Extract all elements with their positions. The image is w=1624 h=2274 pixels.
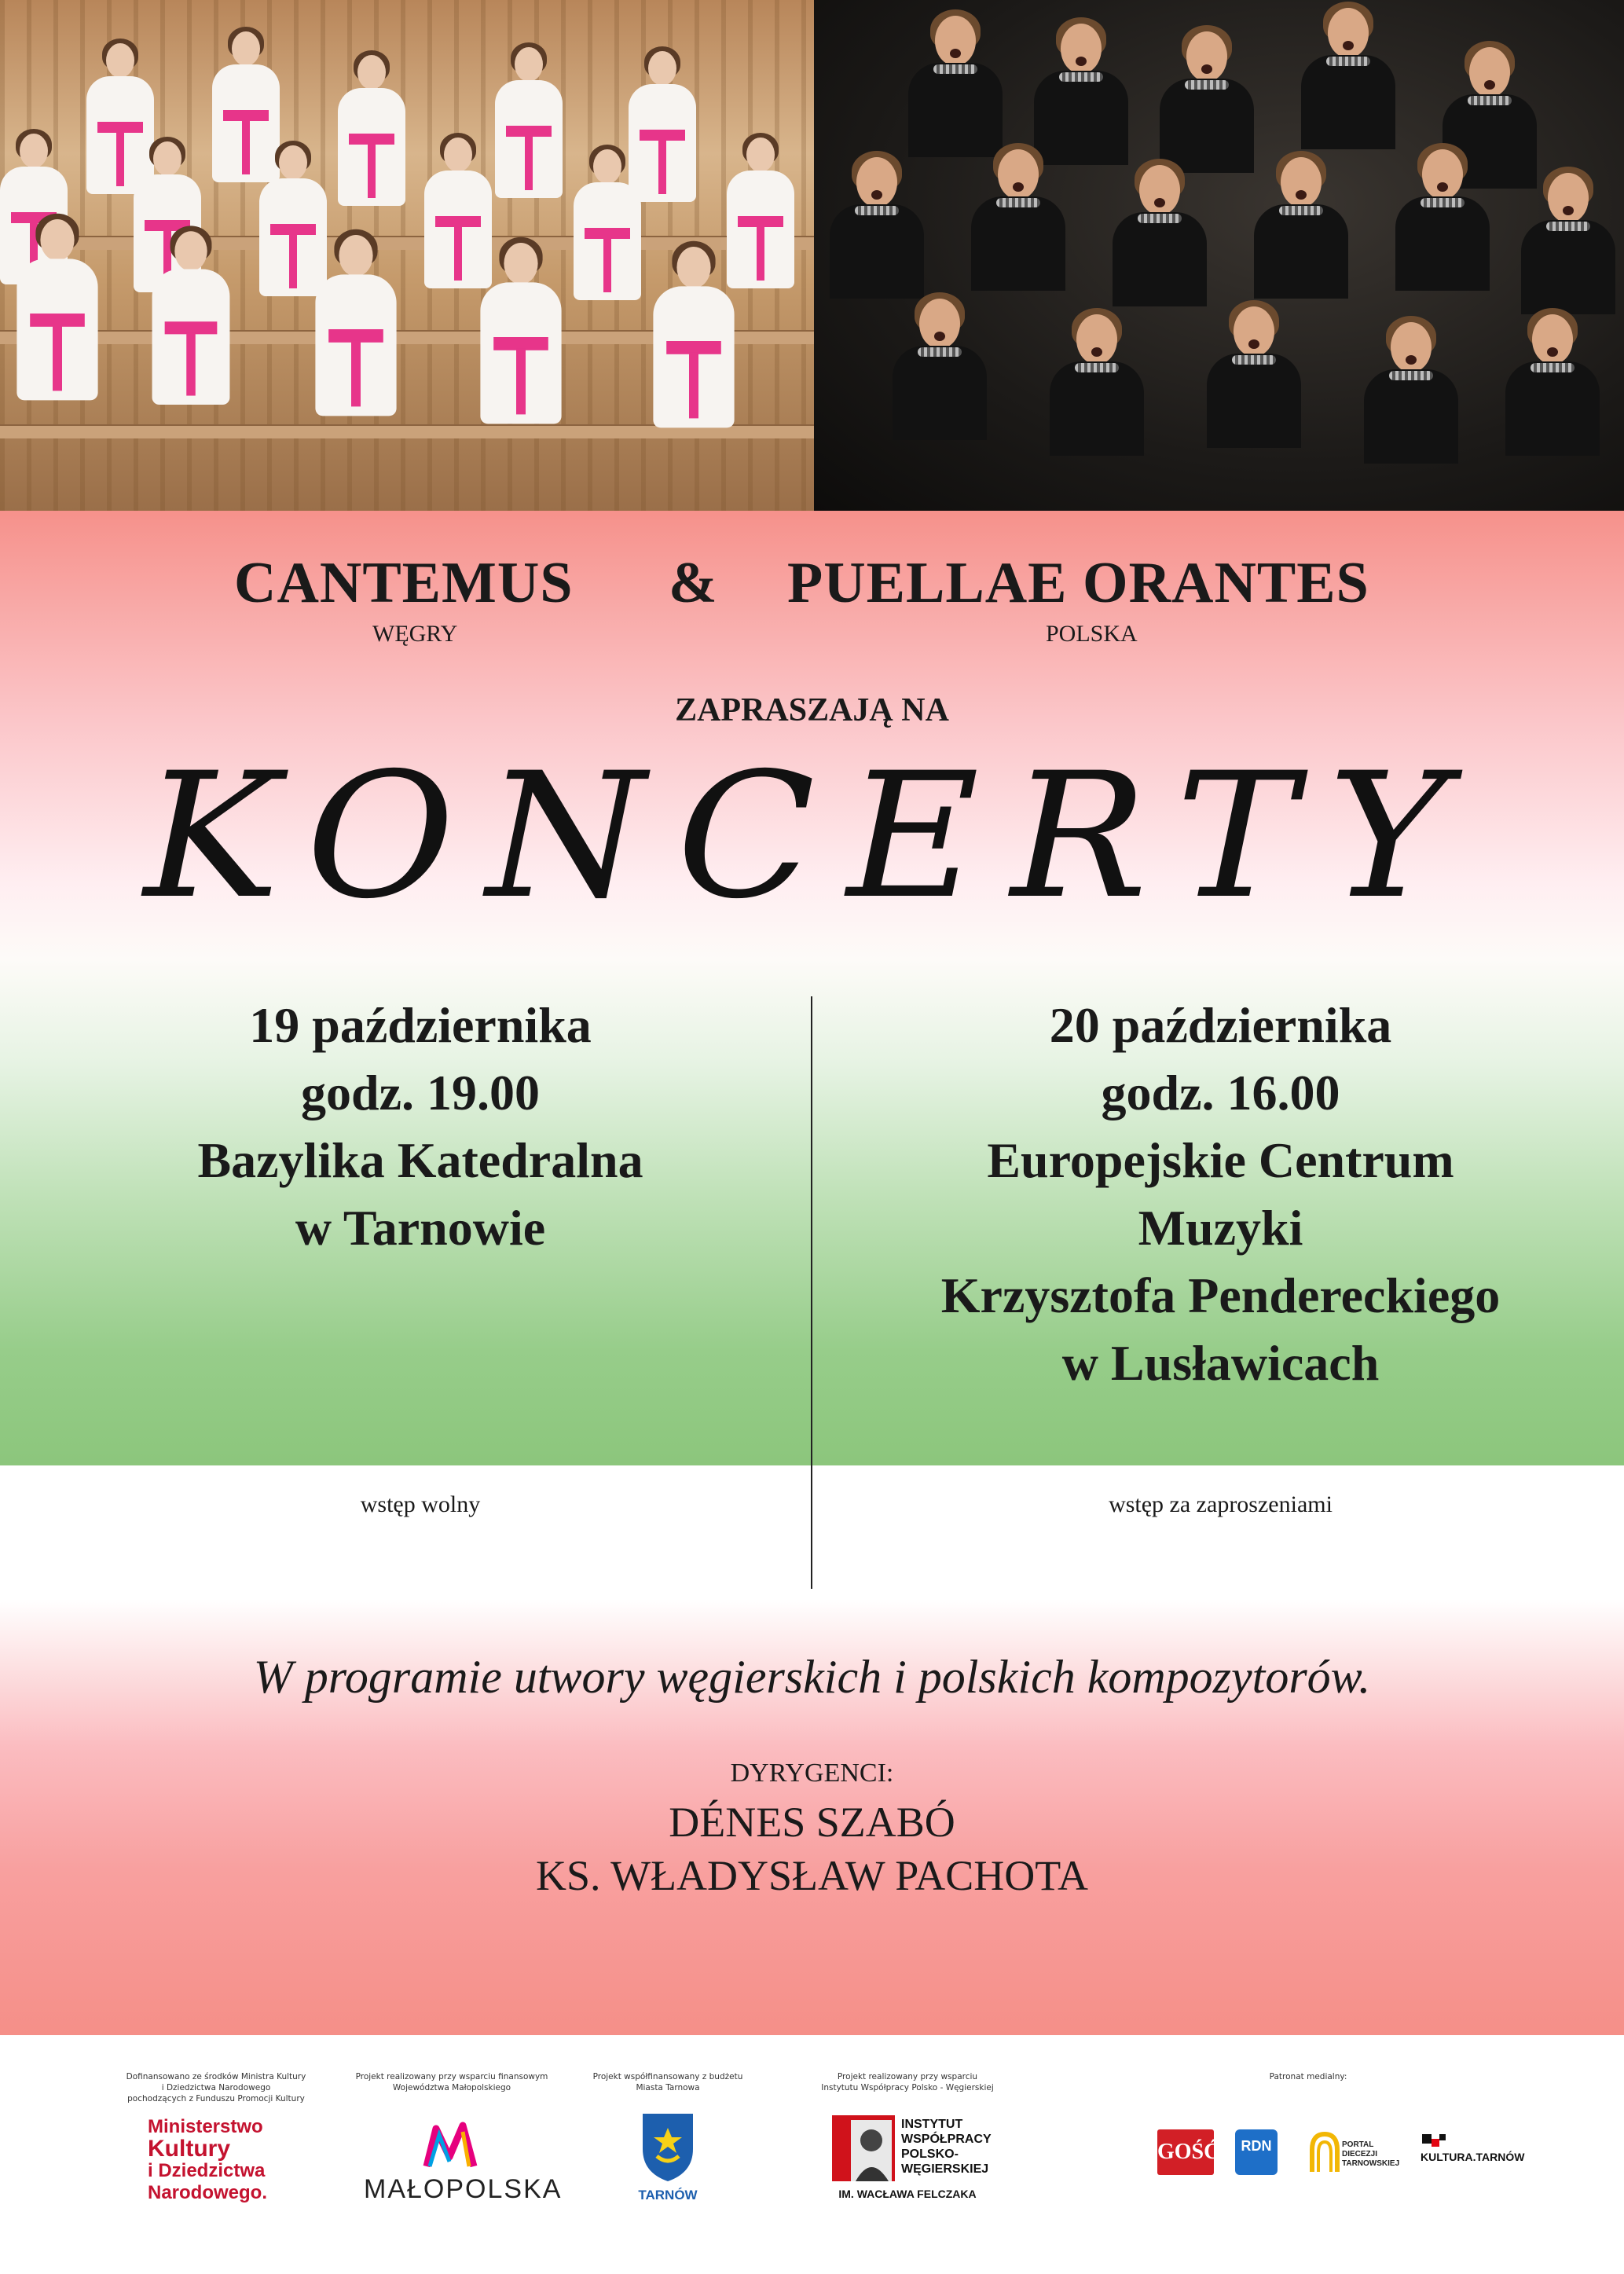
- concert-1-entry: wstęp wolny: [360, 1491, 481, 1517]
- svg-text:KULTURA.TARNÓW: KULTURA.TARNÓW: [1421, 2151, 1525, 2163]
- title-text: KONCERTY: [140, 735, 1480, 937]
- title-koncerty: [0, 735, 1624, 937]
- concert-2-place-line: Krzysztofa Pendereckiego: [940, 1267, 1501, 1323]
- program-text: W programie utwory węgierskich i polskich kompozytorów.: [253, 1651, 1371, 1703]
- concert-1-place-line: Bazylika Katedralna: [197, 1132, 643, 1188]
- sponsor-caption: Projekt realizowany przy wsparciu Instytutu Współpracy Polsko - Węgierskiej: [821, 2072, 994, 2092]
- concert-2-date: 20 października: [1049, 997, 1392, 1053]
- country-left: WĘGRY: [372, 621, 458, 647]
- concert-1-time: godz. 19.00: [301, 1065, 540, 1120]
- choir-name-right: PUELLAE ORANTES: [787, 551, 1369, 615]
- concert-2-place-line: Muzyki: [1138, 1200, 1303, 1256]
- sponsor-caption: Projekt realizowany przy wsparciu finansowym Województwa Małopolskiego: [355, 2072, 548, 2092]
- invite-text: ZAPRASZAJĄ NA: [675, 692, 949, 728]
- conductors-label: DYRYGENCI:: [730, 1759, 894, 1788]
- concert-2: [817, 992, 1624, 1397]
- country-right: POLSKA: [1046, 621, 1138, 647]
- kultura-tarnow-logo: [1419, 2129, 1525, 2175]
- sponsor-caption: Dofinansowano ze środków Ministra Kultury i Dziedzictwa Narodowego pochodzących z Funduszu Promocji Kultury: [126, 2072, 306, 2103]
- concert-1-date: 19 października: [249, 997, 592, 1053]
- conductor-name: DÉNES SZABÓ: [669, 1799, 955, 1846]
- concert-1: [0, 992, 841, 1262]
- felczak-portrait-icon: [829, 2112, 898, 2184]
- ampersand: &: [669, 551, 718, 615]
- svg-text:DIECEZJI: DIECEZJI: [1342, 2150, 1378, 2158]
- svg-text:TARNOWSKIEJ: TARNOWSKIEJ: [1342, 2159, 1400, 2168]
- tarnow-logo: TARNÓW: [636, 2106, 699, 2208]
- institute-logo: INSTYTUT WSPÓŁPRACY POLSKO- WĘGIERSKIEJ IM. WACŁAWA FELCZAKA: [829, 2112, 986, 2205]
- concert-2-entry: wstęp za zaproszeniami: [1109, 1491, 1333, 1517]
- ministry-culture-logo: Ministerstwo Kultury i Dziedzictwa Narodowego.: [148, 2116, 268, 2203]
- photo-puellae-orantes-choir: [814, 0, 1624, 511]
- sponsor-caption: Projekt współfinansowany z budżetu Miasta Tarnowa: [592, 2072, 743, 2092]
- portal-arch-icon: [1307, 2129, 1400, 2175]
- photo-cantemus-choir: [0, 0, 814, 511]
- malopolska-logo: MAŁOPOLSKA: [364, 2118, 535, 2204]
- concert-1-place-line: w Tarnowie: [295, 1200, 546, 1256]
- rdn-logo: RDN: [1235, 2129, 1278, 2175]
- concert-2-time: godz. 16.00: [1101, 1065, 1340, 1120]
- kultura-tarnow-mark-icon: [1419, 2129, 1525, 2175]
- malopolska-m-icon: [364, 2118, 535, 2173]
- conductor-name: KS. WŁADYSŁAW PACHOTA: [536, 1852, 1088, 1899]
- concert-2-place-line: w Lusławicach: [1061, 1335, 1380, 1391]
- portal-diecezji-logo: [1307, 2129, 1400, 2175]
- svg-text:PORTAL: PORTAL: [1342, 2140, 1374, 2149]
- gosc-logo: GOŚĆ: [1157, 2129, 1214, 2175]
- concert-2-place-line: Europejskie Centrum: [987, 1132, 1454, 1188]
- tarnow-coat-of-arms-icon: [636, 2106, 699, 2184]
- media-caption: Patronat medialny:: [1269, 2072, 1347, 2081]
- choir-name-left: CANTEMUS: [234, 551, 574, 615]
